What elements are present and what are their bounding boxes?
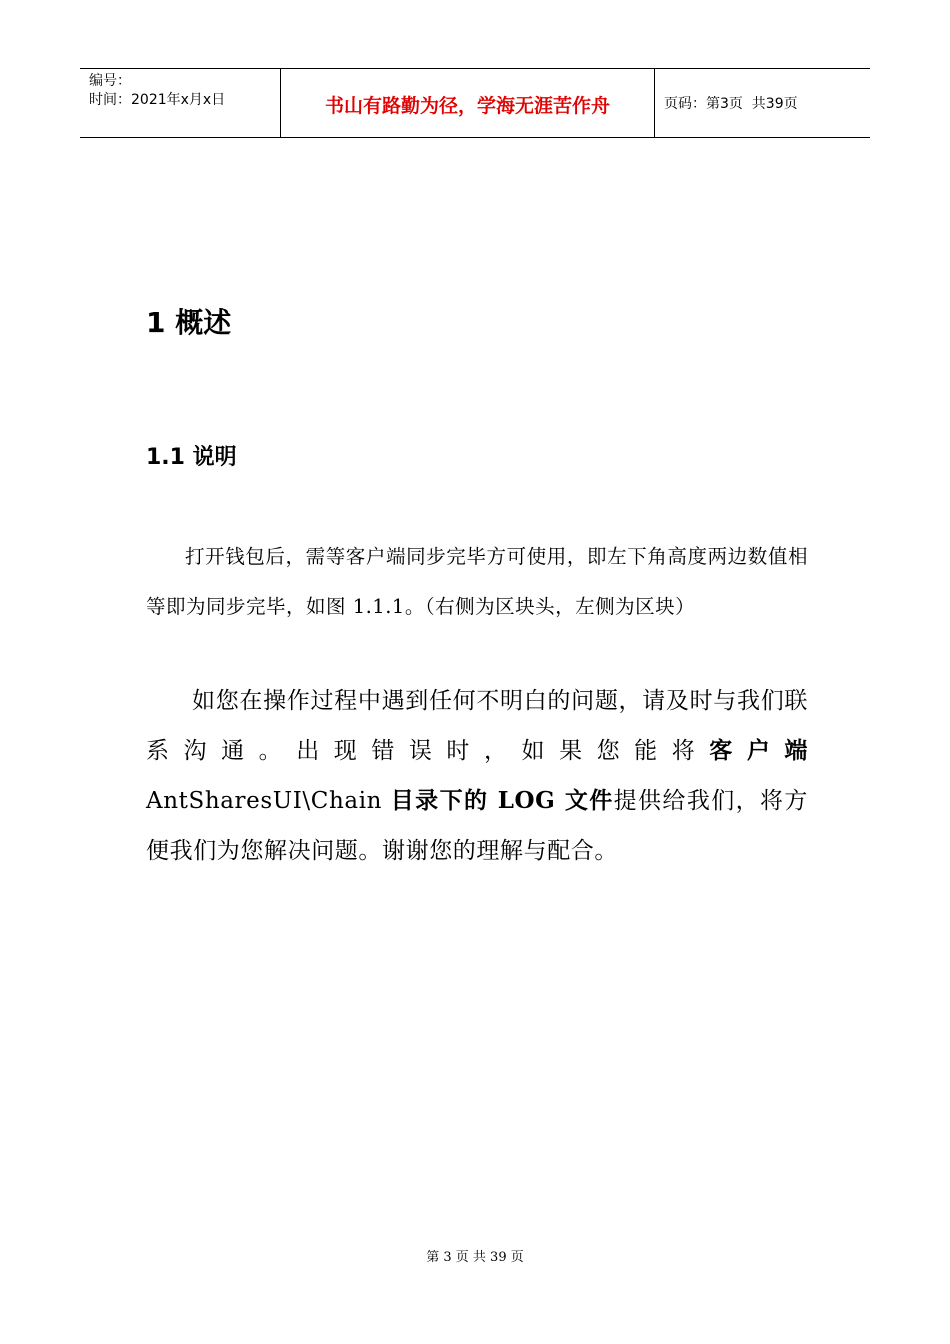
header-page-number: 页码：第3页 共39页 xyxy=(664,96,798,112)
para2-bold-client: 客户端 xyxy=(709,737,809,764)
page-footer: 第 3 页 共 39 页 xyxy=(426,1250,524,1265)
header-meta xyxy=(80,69,281,137)
header-motto xyxy=(281,69,655,137)
motto-text: 书山有路勤为径，学海无涯苦作舟 xyxy=(324,95,610,117)
page-header xyxy=(80,68,870,138)
para2-text-3: 提供给我们，将方便我们为您解决问题。谢谢您的理解与配合。 xyxy=(146,788,808,864)
para2-text-1: 如您在操作过程中遇到任何不明白的问题，请及时与我们联系沟通。出现错误时，如果您能将 xyxy=(146,688,808,764)
subsection-heading: 1.1 说明 xyxy=(146,445,237,470)
section-heading: 1 概述 xyxy=(146,306,232,339)
body-paragraph-2 xyxy=(146,676,808,876)
para2-path: AntSharesUI\Chain xyxy=(146,788,391,814)
document-date: 时间：2021年x月x日 xyxy=(89,92,226,108)
para2-bold-log-file: 目录下的 LOG 文件 xyxy=(390,787,614,814)
body-paragraph-1: 打开钱包后，需等客户端同步完毕方可使用，即左下角高度两边数值相等即为同步完毕，如图 1.1.1。（右侧为区块头，左侧为区块） xyxy=(146,545,808,618)
header-page-info xyxy=(655,69,870,137)
document-number-label: 编号： xyxy=(89,73,131,89)
